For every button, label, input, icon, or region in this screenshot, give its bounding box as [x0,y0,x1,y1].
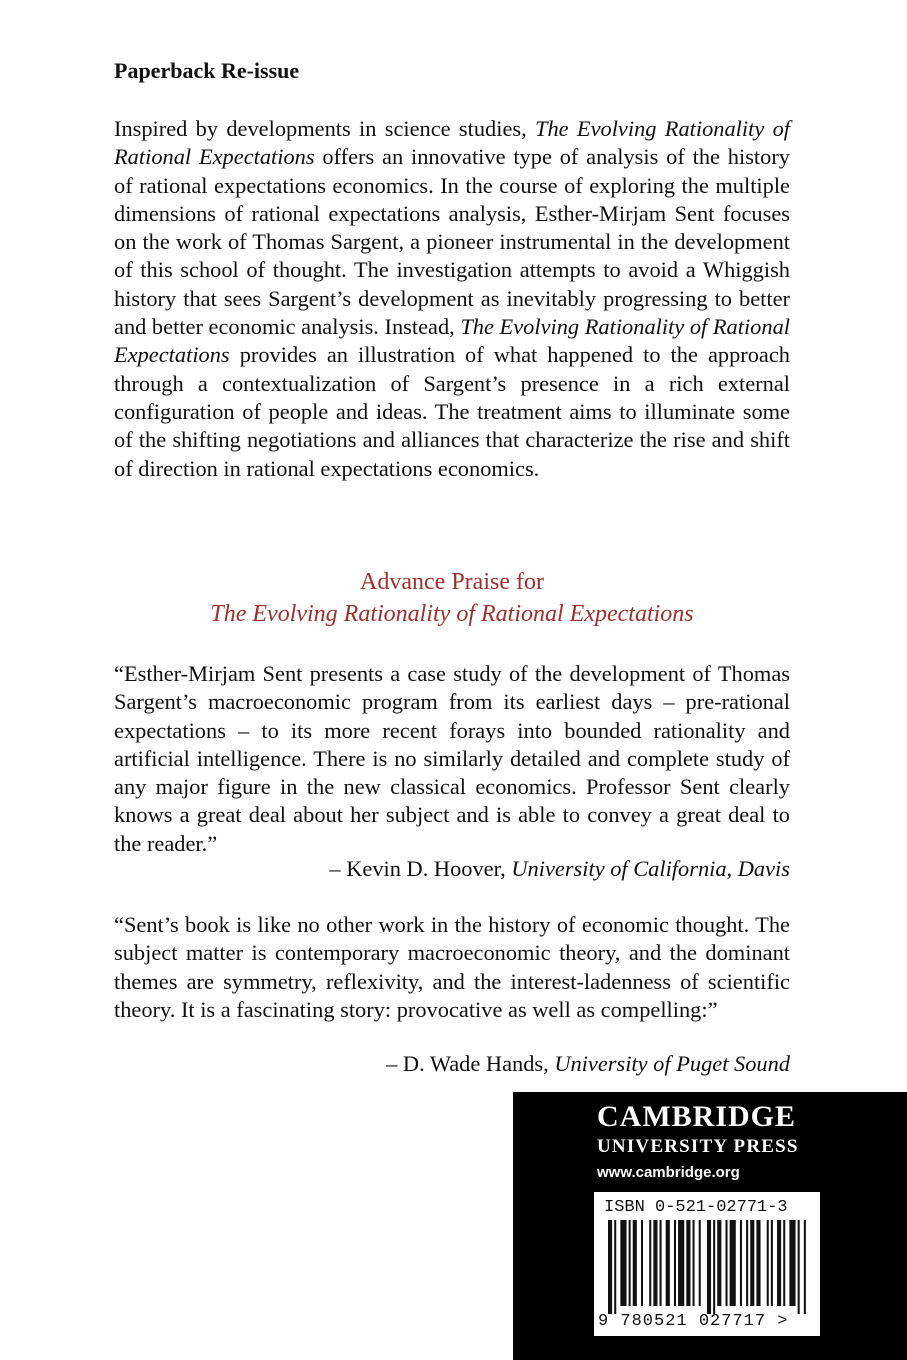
barcode-bar [660,1220,662,1306]
barcode-bar [666,1220,670,1306]
advance-praise-title: The Evolving Rationality of Rational Expectations [210,601,694,627]
barcode-bar [649,1220,651,1306]
barcode-bar [756,1220,760,1306]
barcode-bar [740,1220,742,1306]
advance-praise-label: Advance Praise for [360,569,544,595]
blurb-title-2: The Evolving Rationality of Rational Expectations [114,314,790,368]
barcode-bar [620,1220,626,1306]
praise-attribution-1 [329,855,790,883]
barcode-bar [686,1220,690,1306]
barcode-bar [608,1220,612,1314]
barcode-bar [771,1220,773,1306]
publisher-block [513,1092,907,1360]
barcode-bar [653,1220,657,1306]
barcode-bar [707,1220,711,1314]
praise-quote-1: “Esther-Mirjam Sent presents a case study of the development of Thomas Sargent’s macroeconomic program from its earliest days – pre-rational expectations – to its more recent forays into bounded rationality and artificial intelligence. There is no similarly detailed and complete study of any major figure in the new classical economics. Professor Sent clearly knows a great deal about her subject and is able to convey a great deal to the reader.” [114,661,790,856]
barcode-bar [717,1220,721,1306]
barcode-icon [608,1220,810,1314]
barcode-bar [693,1220,695,1306]
barcode-bar [614,1220,616,1314]
advance-praise-header [114,566,790,630]
barcode-bar [777,1220,781,1306]
attribution-affiliation-2: University of Puget Sound [554,1051,790,1076]
barcode-bar [699,1220,701,1306]
attribution-author-2: – D. Wade Hands, [386,1051,555,1076]
blurb-part-3: provides an illustration of what happened to the approach through a contextualization of Sargent’s presence in a rich external configuration of people and ideas. The treatment aims to illuminate some of the shifting negotiations and alliances that characterize the rise and shift of direction in rational expectations economics. [114,342,790,481]
barcode-bar [783,1220,785,1306]
section-heading: Paperback Re-issue [114,58,300,83]
barcode-bar [746,1220,748,1306]
barcode-bar [730,1220,736,1306]
isbn-label: ISBN 0-521-02771-3 [604,1198,788,1217]
blurb-part-1: Inspired by developments in science studies, [114,116,536,141]
barcode-bar [725,1220,727,1306]
book-description [114,115,790,483]
barcode-bar [674,1220,676,1306]
blurb-part-2: offers an innovative type of analysis of the history of rational expectations economics. In the course of exploring the multiple dimensions of rational expectations analysis, Esther-Mirjam Sent focuses on the work of Thomas Sargent, a pioneer instrumental in the development of this school of thought. The investigation attempts to avoid a Whiggish history that sees Sargent’s development as inevitably progressing to better and better economic analysis. Instead, [114,144,790,340]
barcode-bar [767,1220,769,1306]
barcode-bar [713,1220,715,1314]
blurb-title-1: The Evolving Rationality of Rational Expectations [114,116,790,170]
attribution-affiliation-1: University of California, Davis [511,856,790,881]
attribution-author-1: – Kevin D. Hoover, [329,856,512,881]
barcode-panel [594,1192,820,1336]
barcode-bar [633,1220,637,1306]
barcode-bar [750,1220,754,1306]
publisher-press: UNIVERSITY PRESS [597,1136,799,1157]
barcode-bar [804,1220,806,1314]
publisher-url: www.cambridge.org [597,1164,740,1181]
ean-number: 9 780521 027717 > [598,1312,789,1331]
praise-quote-2: “Sent’s book is like no other work in the history of economic thought. The subject matter is contemporary macroeconomic theory, and the dominant themes are symmetry, reflexivity, and the interest-ladenness of scientific theory. It is a fascinating story: provocative as well as compelling:” [114,912,790,1022]
barcode-bar [641,1220,643,1306]
barcode-bar [789,1220,795,1306]
barcode-bar [629,1220,631,1306]
barcode-bar [798,1220,800,1314]
publisher-name: CAMBRIDGE [597,1100,797,1133]
praise-attribution-2 [386,1050,790,1078]
barcode-bar [678,1220,684,1306]
